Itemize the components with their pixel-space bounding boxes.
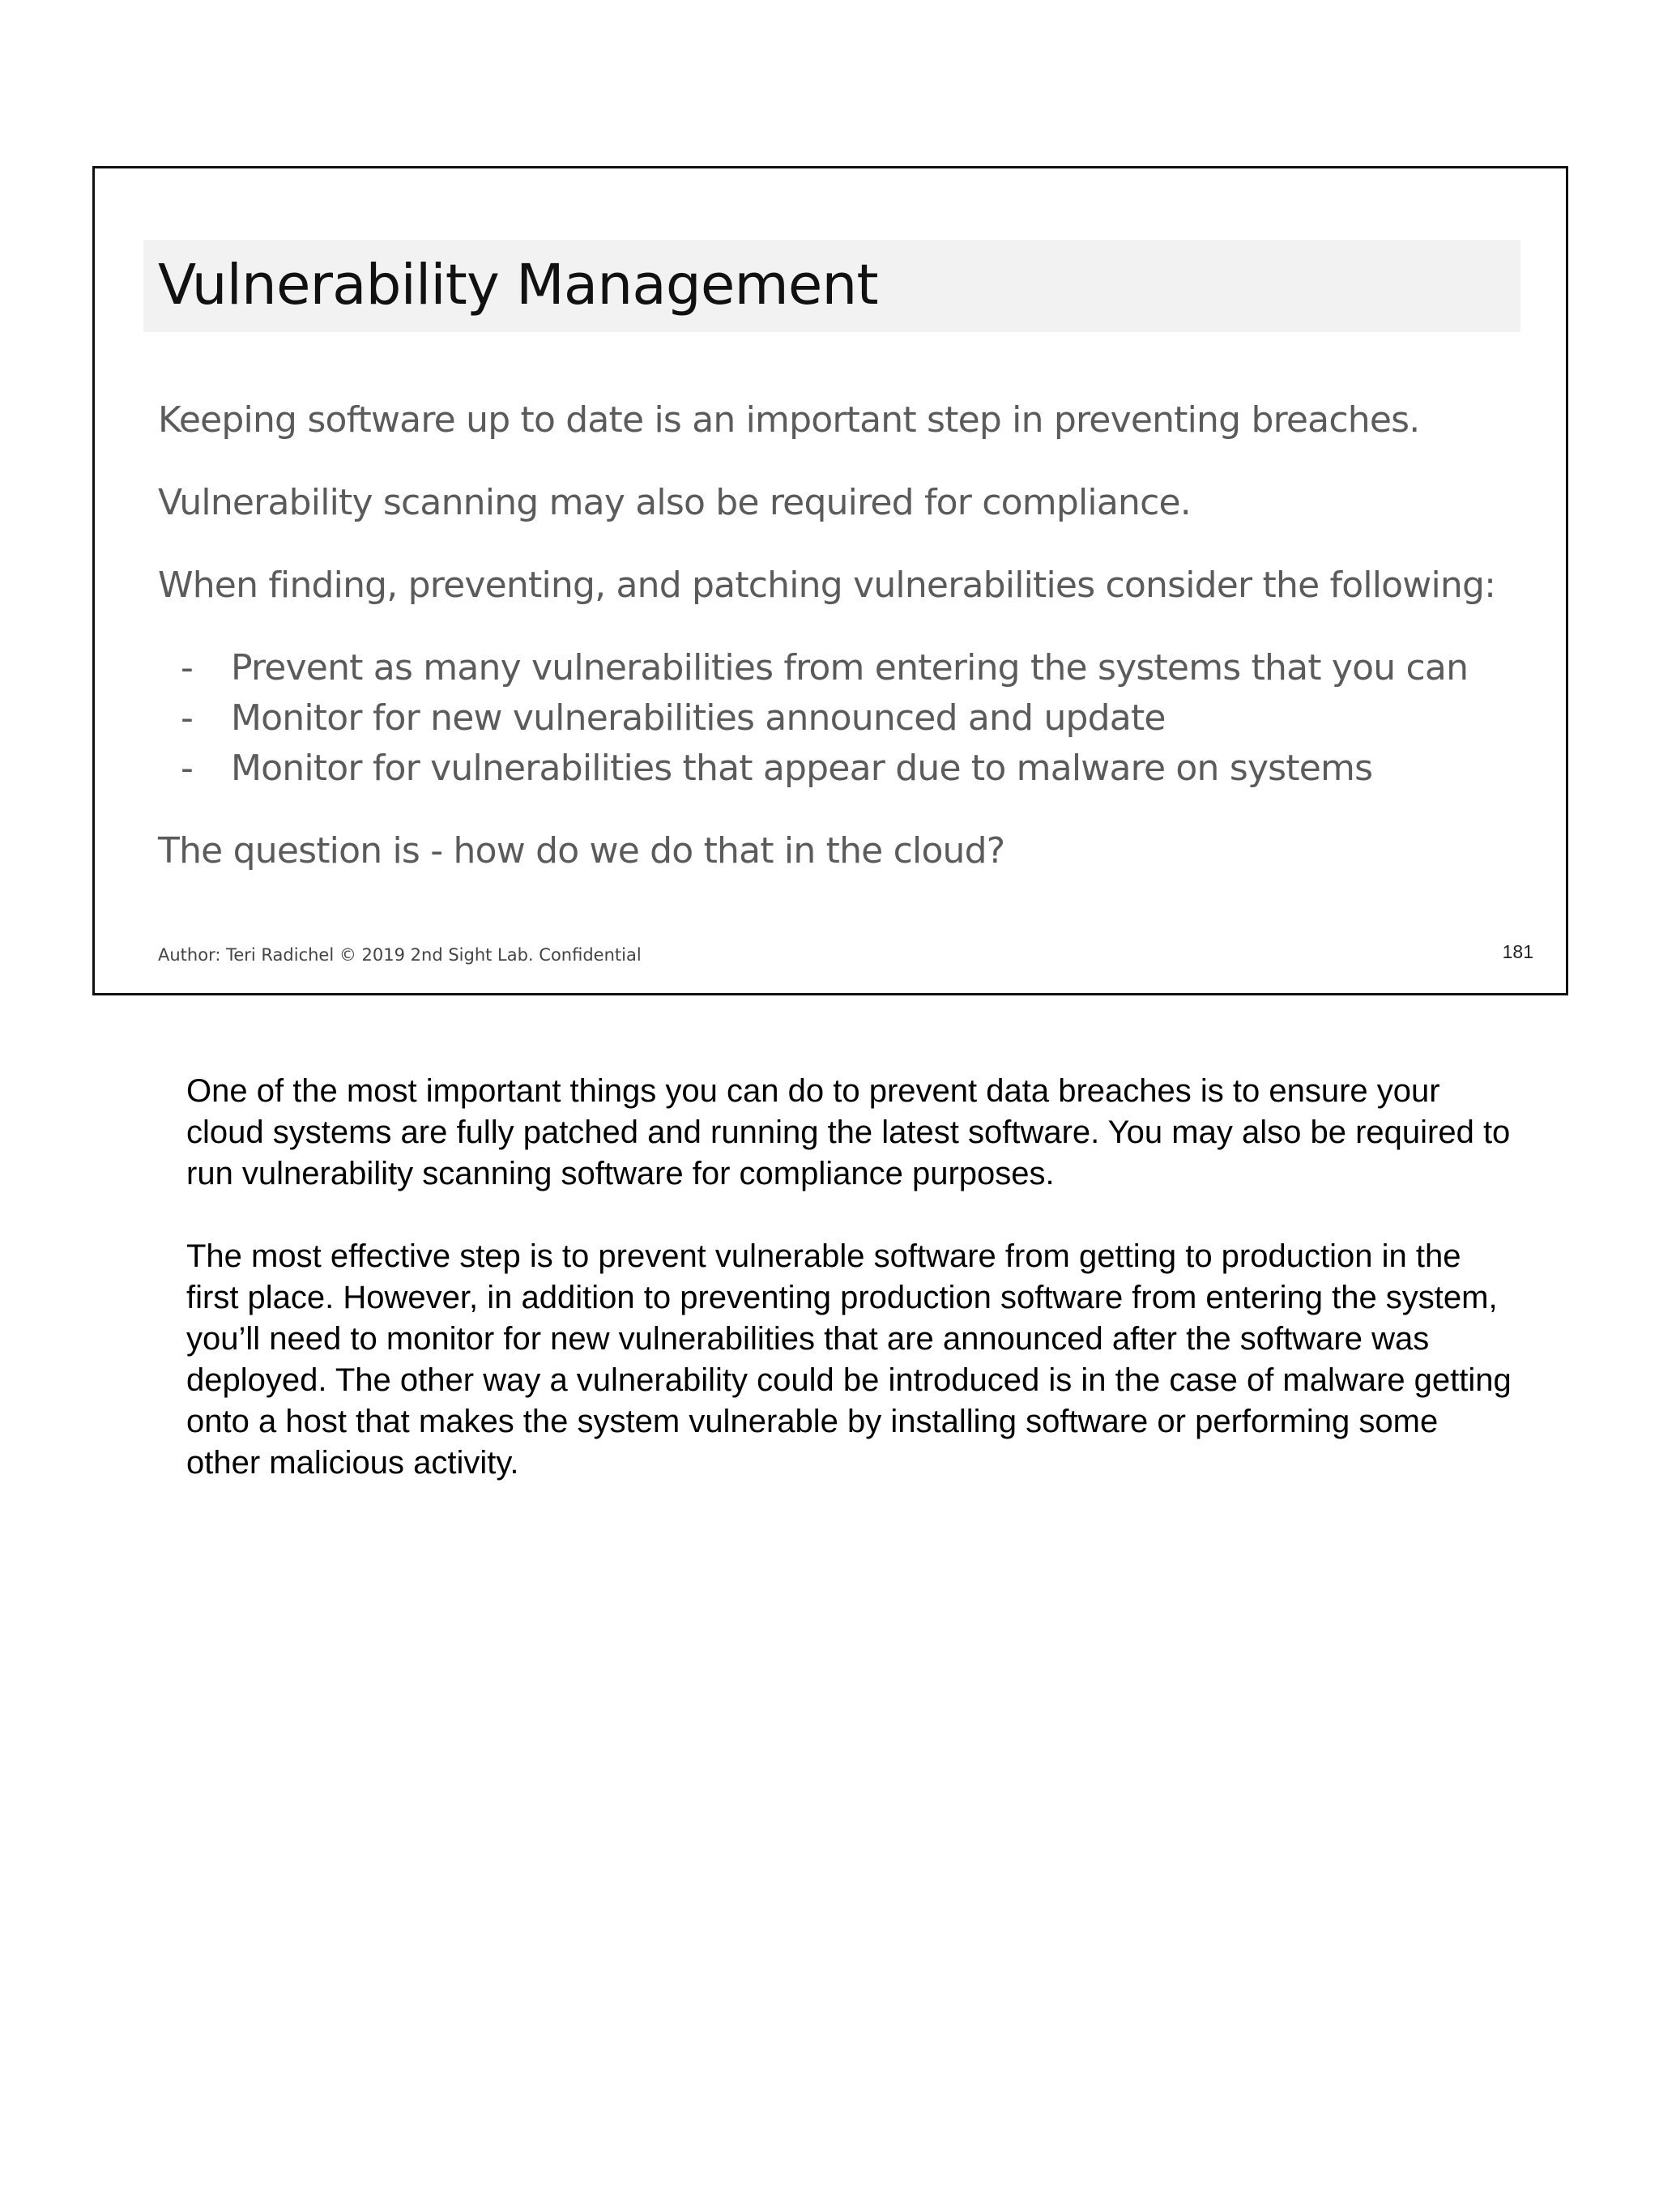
bullet-item [158,744,1551,794]
slide-footer: Author: Teri Radichel © 2019 2nd Sight Lab. Confidential [158,945,642,965]
notes-paragraph: The most effective step is to prevent vulnerable software from getting to production in the first place. However, in addition to preventing production software from entering the system, you’ll need to monitor for new vulnerabilities that are announced after the software was deployed. The other way a vulnerability could be introduced is in the case of malware getting onto a host that makes the system vulnerable by installing software or performing some other malicious activity. [186,1238,1512,1481]
slide-title: Vulnerability Management [158,253,878,318]
slide-page-number: 181 [1502,941,1533,962]
bullet-text: Prevent as many vulnerabilities from entering the systems that you can [231,647,1469,688]
bullet-item [158,693,1551,744]
speaker-notes [186,1071,1515,1525]
slide-body [158,395,1551,909]
bullet-list [158,643,1551,794]
slide-closing-question: The question is - how do we do that in the cloud? [158,830,1005,872]
bullet-marker: - [181,697,194,739]
bullet-text: Monitor for new vulnerabilities announced and update [231,697,1166,739]
slide-paragraph: When finding, preventing, and patching vulnerabilities consider the following: [158,565,1496,606]
bullet-marker: - [181,647,194,688]
slide-paragraph: Keeping software up to date is an important step in preventing breaches. [158,399,1420,441]
slide-title-bar [143,240,1520,332]
notes-paragraph: One of the most important things you can do to prevent data breaches is to ensure your cloud systems are fully patched and running the latest software. You may also be required to run vulnerability scanning software for compliance purposes. [186,1073,1511,1191]
bullet-item [158,643,1551,693]
slide-paragraph: Vulnerability scanning may also be required for compliance. [158,482,1191,523]
bullet-marker: - [181,748,194,789]
bullet-text: Monitor for vulnerabilities that appear due to malware on systems [231,748,1373,789]
slide [92,166,1568,995]
